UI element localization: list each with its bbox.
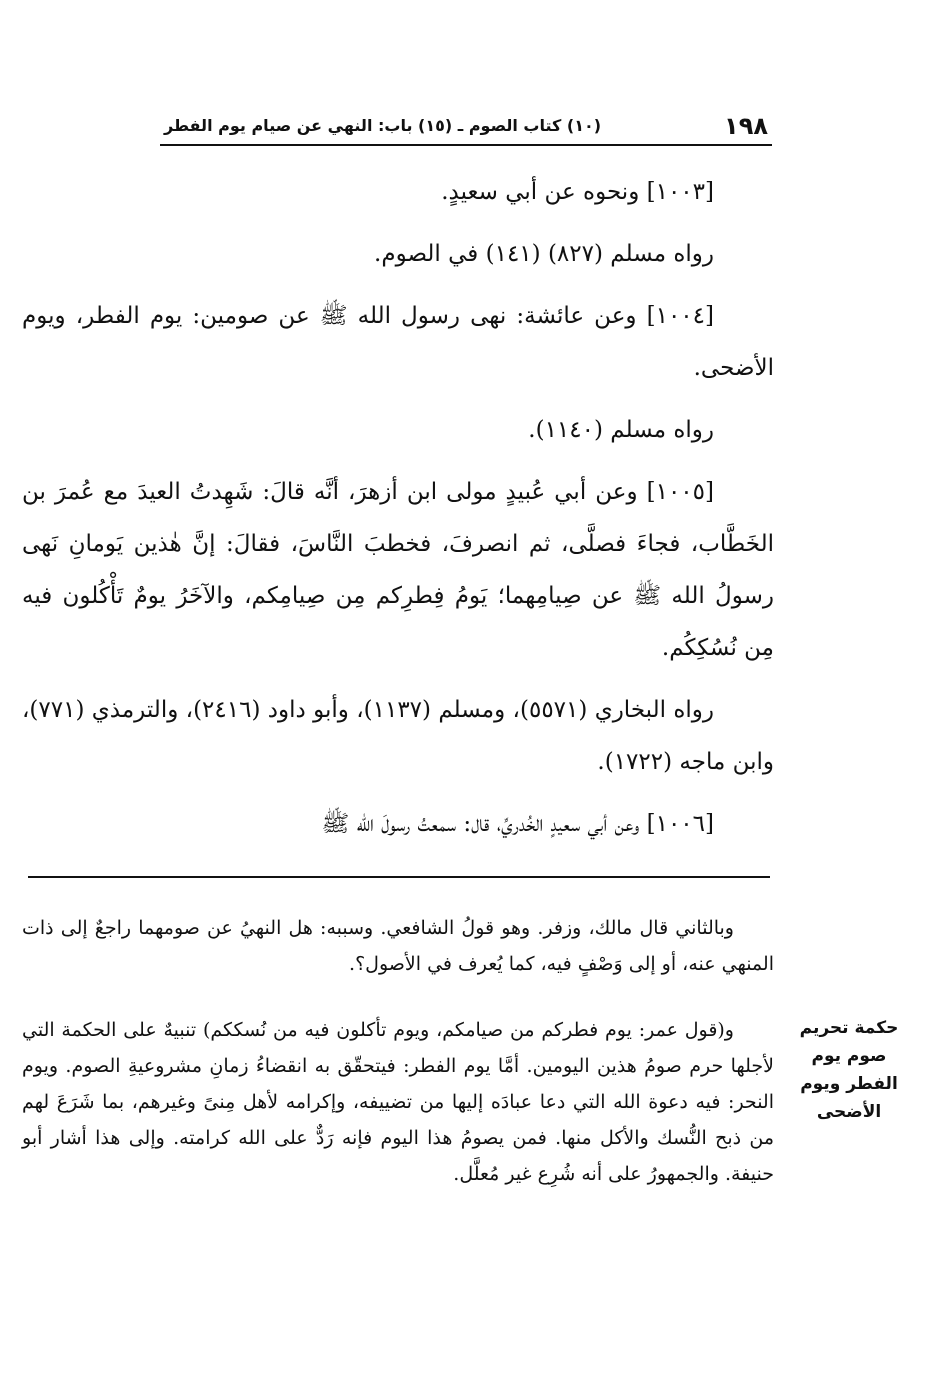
hadith-1005: [١٠٠٥] وعن أبي عُبيدٍ مولى ابن أزهرَ، أنَّه قالَ: شَهِدتُ العيدَ مع عُمرَ بن الخَطَّاب، فجاءَ فصلَّى، ثم انصرفَ، فخطبَ النَّاسَ، فقالَ: إنَّ هٰذين يَومانِ نَهى رسولُ الله ﷺ عن صِيامِهما؛ يَومُ فِطرِكم مِن صِيامِكم، والآخَرُ يومٌ تَأْكُلون فيه مِن نُسُكِكُم. [22, 479, 774, 661]
footnote-divider [28, 876, 770, 878]
page-number: ١٩٨ [724, 112, 768, 140]
commentary [22, 910, 774, 1185]
running-title: (١٠) كتاب الصوم ـ (١٥) باب: النهي عن صيام يوم الفطر [164, 116, 602, 135]
hadith-1004: [١٠٠٤] وعن عائشة: نهى رسول الله ﷺ عن صومين: يوم الفطر، ويوم الأضحى. [22, 303, 774, 381]
page-header [160, 108, 772, 146]
source-1004: رواه مسلم (١١٤٠). [528, 417, 714, 443]
commentary-paragraph-1: وبالثاني قال مالك، وزفر. وهو قولُ الشافعي. وسببه: هل النهيُ عن صومهما راجعٌ إلى ذات المنهي عنه، أو إلى وَصْفٍ فيه، كما يُعرف في الأصول؟. [22, 917, 774, 975]
source-1005: رواه البخاري (٥٥٧١)، ومسلم (١١٣٧)، وأبو داود (٢٤١٦)، والترمذي (٧٧١)، وابن ماجه (١٧٢٢). [22, 697, 774, 775]
commentary-block-2 [22, 1012, 774, 1200]
main-text [22, 166, 774, 860]
margin-note: حكمة تحريم صوم يوم الفطر ويوم الأضحى [799, 1018, 899, 1122]
hadith-1003: [١٠٠٣] ونحوه عن أبي سعيدٍ. [441, 179, 714, 205]
hadith-1006: [١٠٠٦] وعن أبي سعيدٍ الخُدريِّ، قال: سمعتُ رسولَ الله ﷺ [321, 811, 714, 837]
source-1003: رواه مسلم (٨٢٧) (١٤١) في الصوم. [374, 241, 714, 267]
commentary-paragraph-2: و(قول عمر: يوم فطركم من صيامكم، ويوم تأكلون فيه من نُسككم) تنبيهٌ على الحكمة التي لأجلها حرم صومُ هذين اليومين. أمَّا يوم الفطر: فيتحقّق به انقضاءُ زمانِ مشروعيةِ الصوم. ويوم النحر: فيه دعوة الله التي دعا عبادَه إليها من تضييفه، وإكرامه لأهل مِنىً وغيرهم، بما شَرَعَ لهم من ذبح النُّسك والأكل منها. فمن يصومُ هذا اليوم فإنه رَدٌّ على الله كرامته. وإلى هذا أشار أبو حنيفة. والجمهورُ على أنه شُرِع غير مُعلَّل. [22, 1019, 774, 1185]
